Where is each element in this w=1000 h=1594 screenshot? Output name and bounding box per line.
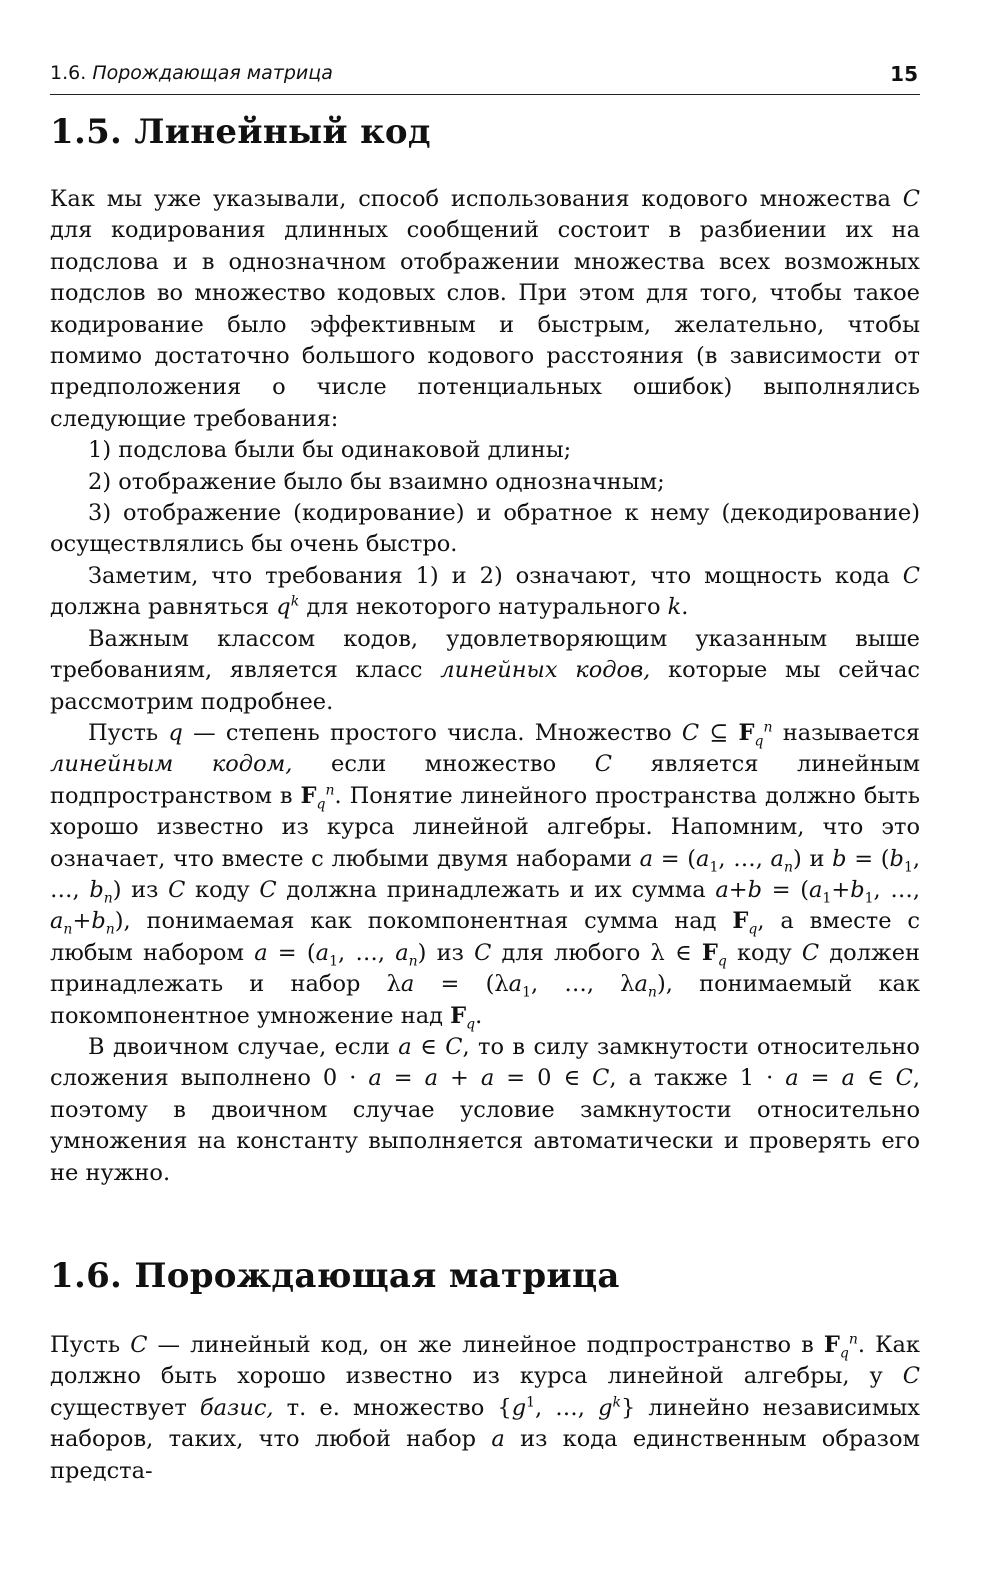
paragraph: Пусть C — линейный код, он же линейное подпространство в $F_q^n$. Как должно быть хорошо известно из курса линейной алгебры, у C существует базис, т. е. множество {$g^1$, …, $g^k$} линейно независимых наборов, таких, что любой набор a из кода единственным образом предста- — [50, 1331, 921, 1484]
running-head-title: Порождающая матрица — [92, 62, 333, 84]
page-number: 15 — [890, 62, 918, 86]
running-header — [50, 58, 920, 95]
section-1-5-body — [50, 184, 920, 1189]
paragraph: Пусть q — степень простого числа. Множество C ⊆ $F_q^n$ называется линейным кодом, если множество C является линейным подпространством в $F_q^n$. Понятие линейного пространства должно быть хорошо известно из курса линейной алгебры. Напомним, что это означает, что вместе с любыми двумя наборами $a = (a_1$, …, $a_n$) и $b = (b_1$, …, $b_n$) из C коду C должна принадлежать и их сумма $a+b = (a_1+b_1$, …, $a_n+b_n$), понимаемая как покомпонентная сумма над $F_q$, а вместе с любым набором $a = (a_1$, …, $a_n$) из C для любого λ ∈ $F_q$ коду C должен принадлежать и набор $\lambda a = (\lambda a_1$, …, $\lambda a_n$), понимаемый как покомпонентное умножение над $F_q$. — [50, 719, 921, 1033]
paragraph: В двоичном случае, если a ∈ C, то в силу замкнутости относительно сложения выполнено 0 · a = a + a = 0 ∈ C, а также 1 · a = a ∈ C, поэтому в двоичном случае условие замкнутости относительно умножения на константу выполняется автоматически и проверять его не нужно. — [50, 1033, 920, 1186]
requirement-1: 1) подслова были бы одинаковой длины; — [88, 437, 572, 464]
requirement-3: 3) отображение (кодирование) и обратное к нему (декодирование) осуществлялись бы очень быстро. — [50, 500, 920, 558]
paragraph: Важным классом кодов, удовлетворяющим указанным выше требованиям, является класс линейных кодов, которые мы сейчас рассмотрим подробнее. — [50, 625, 920, 715]
paragraph: Как мы уже указывали, способ использования кодового множества C для кодирования длинных сообщений состоит в разбиении их на подслова и в однозначном отображении множества всех возможных подслов во множество кодовых слов. При этом для того, чтобы такое кодирование было эффективным и быстрым, желательно, чтобы помимо достаточно большого кодового расстояния (в зависимости от предположения о числе потенциальных ошибок) выполнялись следующие требования: — [50, 186, 920, 432]
running-head — [50, 62, 333, 84]
requirement-2: 2) отображение было бы взаимно однозначным; — [88, 468, 665, 495]
running-head-number: 1.6. — [50, 62, 87, 84]
section-1-6-body — [50, 1330, 920, 1487]
paragraph: Заметим, что требования 1) и 2) означают, что мощность кода C должна равняться $q^k$ для некоторого натурального k. — [50, 562, 920, 621]
section-title-1-6: 1.6. Порождающая матрица — [50, 1256, 620, 1296]
section-title-1-5: 1.5. Линейный код — [50, 112, 431, 152]
